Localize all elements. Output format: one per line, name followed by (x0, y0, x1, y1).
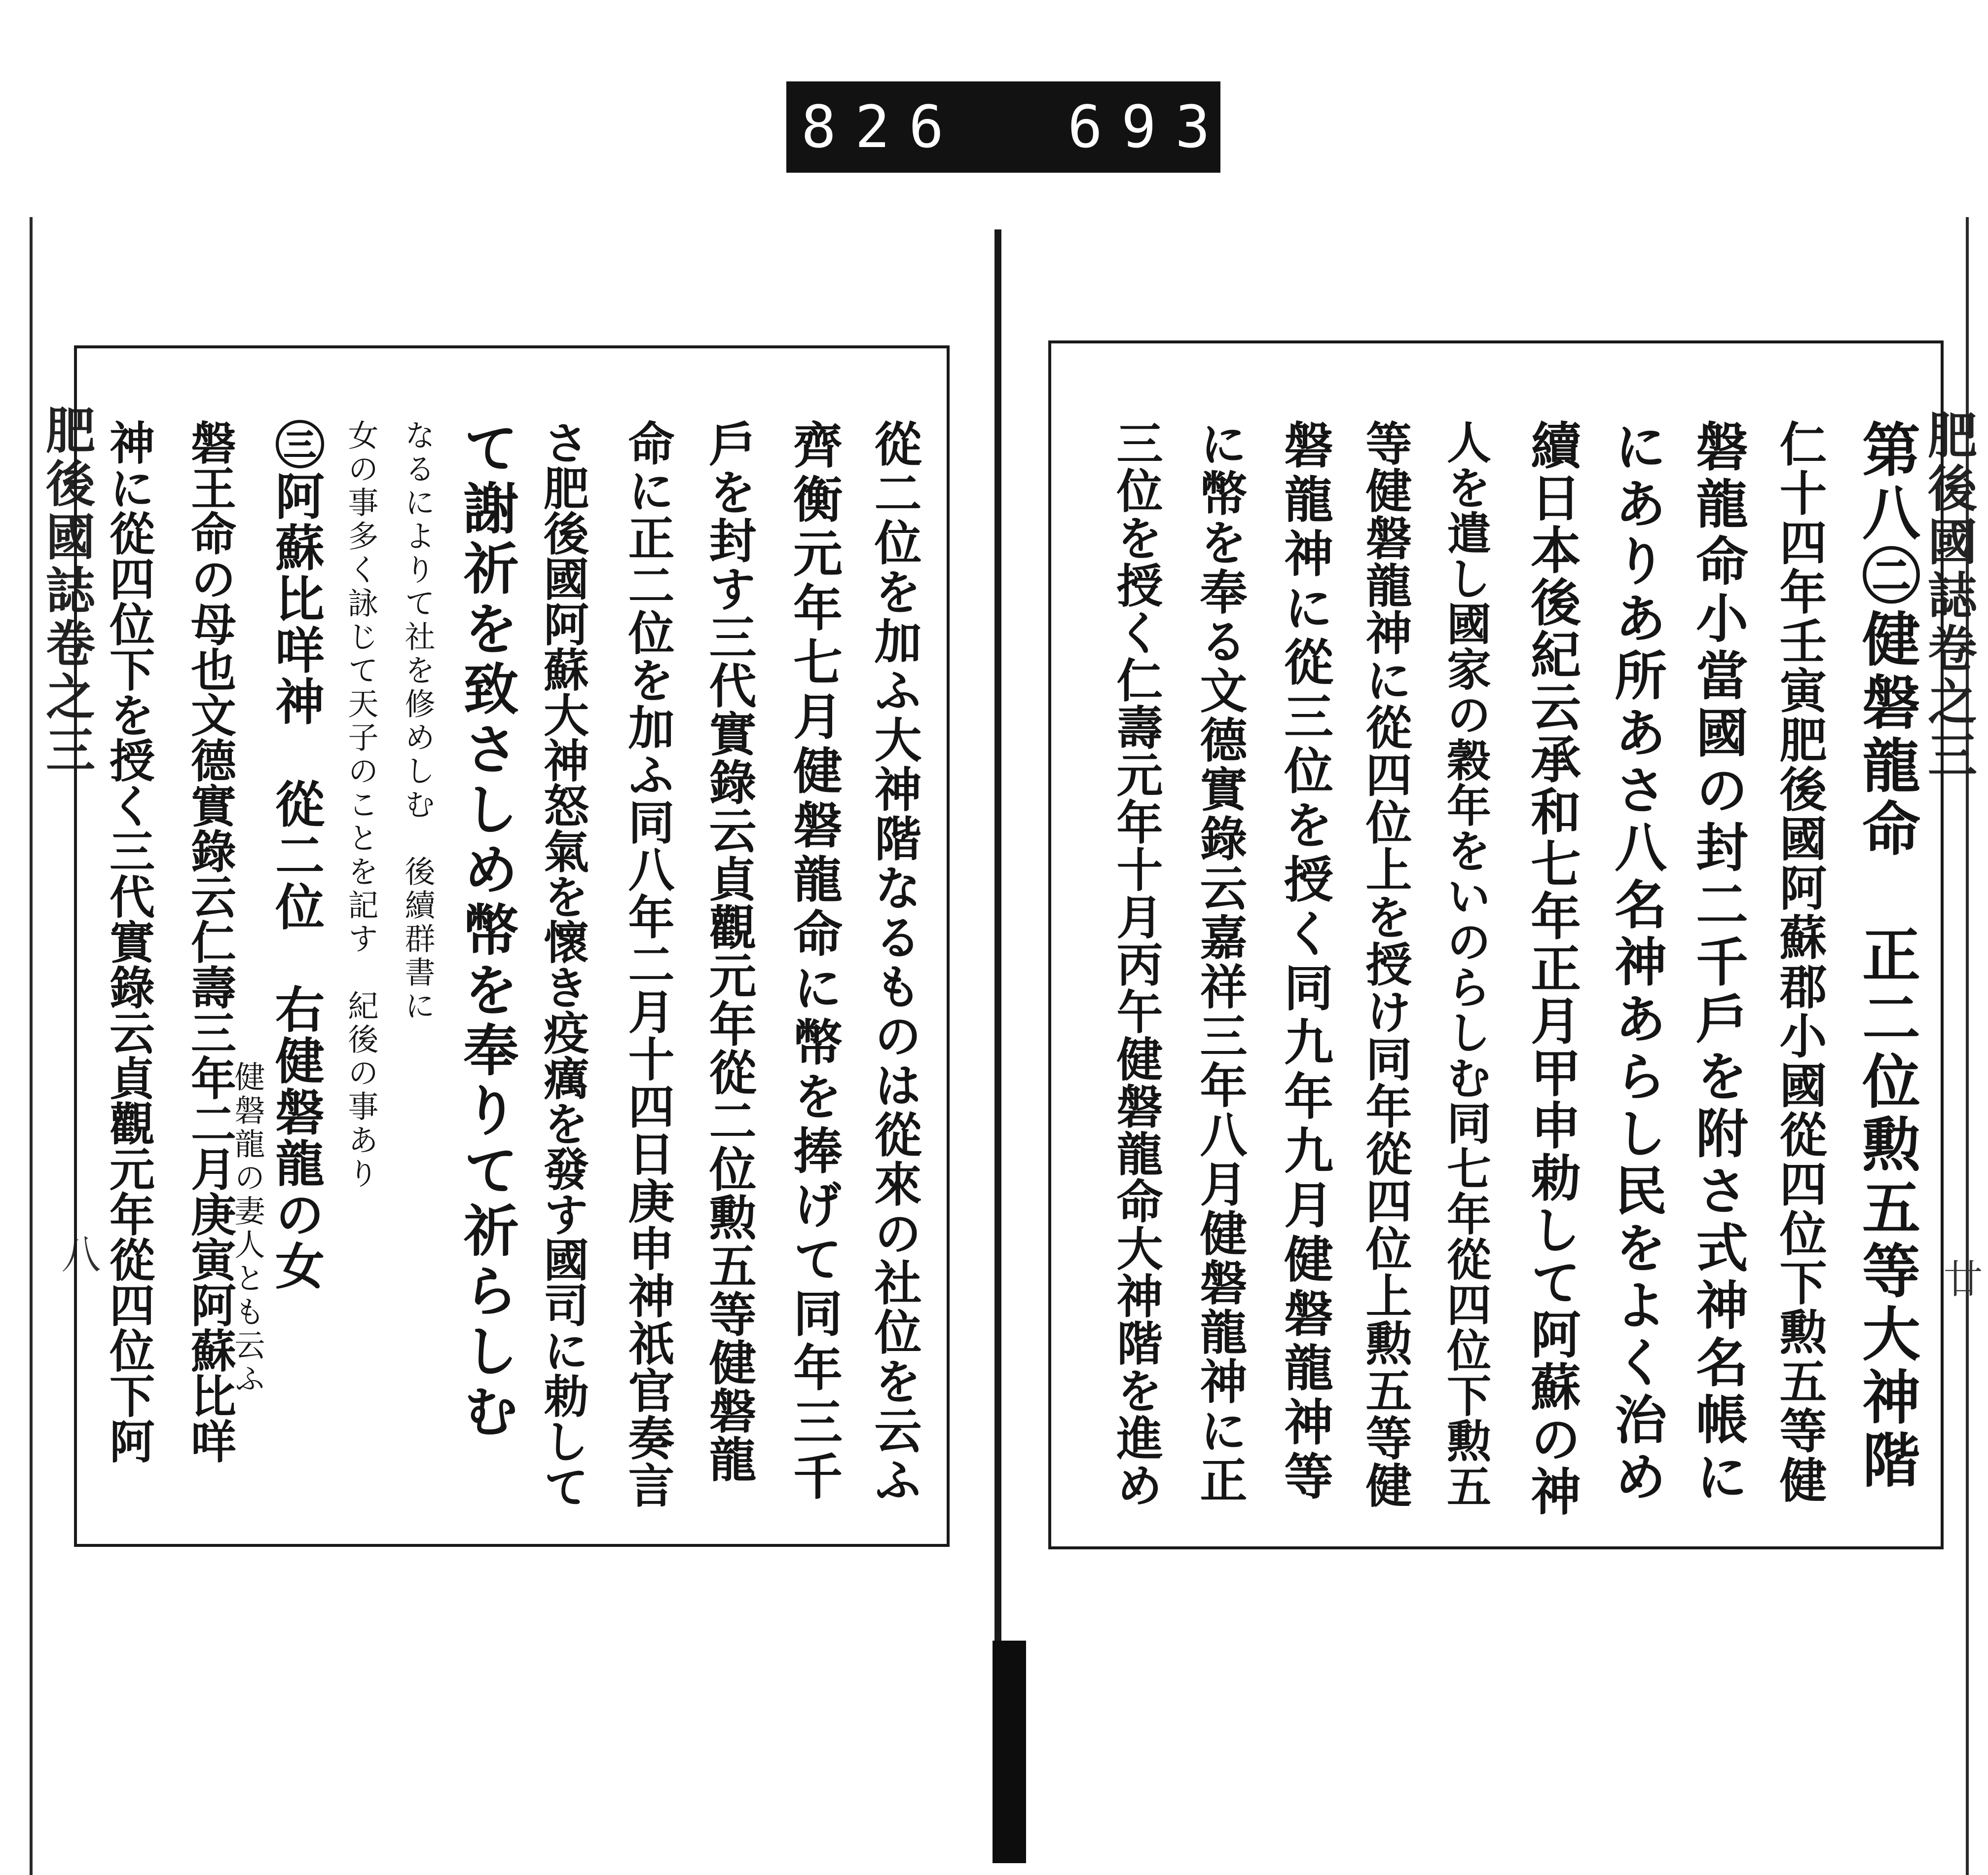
text-column: 三位を授く仁壽元年十月丙午健磐龍命大神階を進め (1108, 419, 1163, 1509)
text-column: 神に從四位下を授く三代實錄云貞觀元年從四位下阿 (102, 419, 155, 1463)
left-page-edge (30, 217, 33, 1875)
text-column: 戶を封す三代實錄云貞觀元年從二位勲五等健磐龍 (701, 419, 757, 1483)
catalogue-number-plate (786, 81, 1229, 173)
text-column: 第八㊁健磐龍命 正二位勲五等大神階 (1852, 419, 1921, 1493)
text-column: 續日本後紀云承和七年正月甲申勅して阿蘇の神 (1522, 419, 1582, 1518)
running-head-left: 肥後國誌卷之三 (37, 405, 96, 778)
text-column-small: なるによりて社を修めしむ 後續群書に (400, 419, 436, 1023)
folio-right: 廿 (1937, 1258, 1983, 1298)
plate-number-left: 826 (801, 93, 963, 161)
text-column: に幣を奉る文德實錄云嘉祥三年八月健磐龍神に正 (1192, 419, 1248, 1505)
text-column: さ肥後國阿蘇大神怒氣を懷き疫癘を發す國司に勅して (536, 419, 589, 1509)
text-column: て謝祈を致さしめ幣を奉りて祈らしむ (454, 419, 519, 1443)
folio-left: 八 (55, 1234, 101, 1273)
text-column: 人を遣し國家の穀年をいのらしむ同七年從四位下勲五 (1439, 419, 1491, 1509)
text-column: 磐王命の母也文德實錄云仁壽三年二月庚寅阿蘇比咩 (184, 419, 237, 1463)
text-column: 仁十四年壬寅肥後國阿蘇郡小國從四位下勲五等健 (1772, 419, 1828, 1505)
text-column-small: 健磐龍の妻人とも云ふ (229, 1061, 265, 1396)
gutter-shadow (993, 1641, 1026, 1863)
text-column: ㊂阿蘇比咩神 從二位 右健磐龍の女 (267, 419, 325, 1292)
text-column: 從二位を加ふ大神階なるものは從來の社位を云ふ (867, 419, 922, 1505)
text-column: 齊衡元年七月健磐龍命に幣を捧げて同年三千 (785, 419, 843, 1505)
text-column: 磐龍命小當國の封二千戶を附さ式神名帳に (1688, 419, 1749, 1507)
book-gutter (994, 229, 1001, 1648)
text-column: 等健磐龍神に從四位上を授け同年從四位上勲五等健 (1358, 419, 1412, 1509)
text-column: にありあ所あさ八名神あらし民をよく治め (1606, 419, 1668, 1507)
text-column-small: 女の事多く詠じて天子のことを記す 紀後の事あり (343, 419, 379, 1191)
text-column: 命に正二位を加ふ同八年二月十四日庚申神祇官奏言 (620, 419, 674, 1509)
running-head-right: 肥後國誌卷之三 (1919, 410, 1978, 783)
plate-number-right: 693 (1068, 93, 1229, 161)
text-column: 磐龍神に從三位を授く同九年九月健磐龍神等 (1276, 419, 1334, 1505)
